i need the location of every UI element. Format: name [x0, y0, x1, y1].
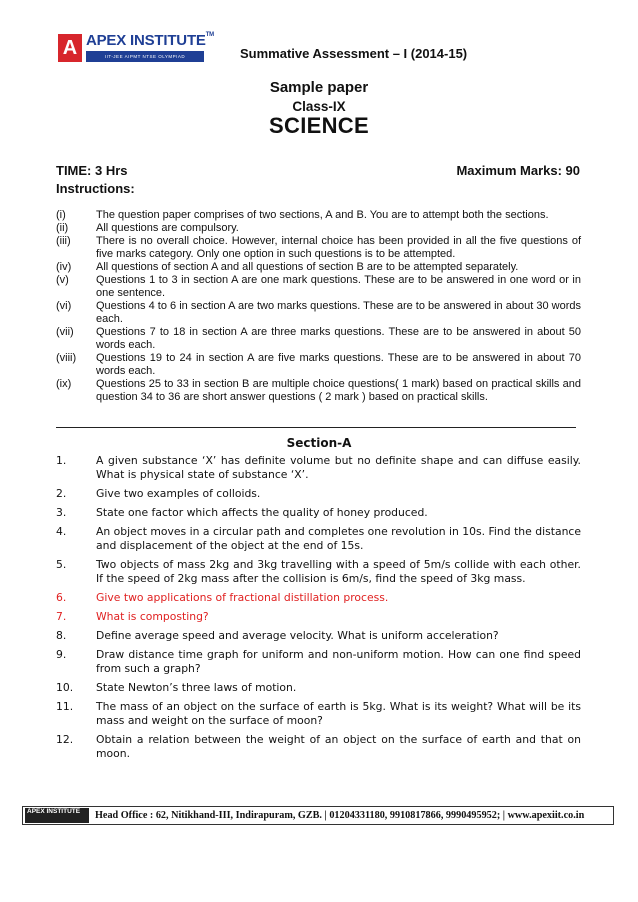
- instruction-item: (viii) Questions 19 to 24 in section A are five marks questions. These are to be answered in about 70 words each.: [56, 352, 581, 377]
- sample-paper-heading: Sample paper: [269, 79, 369, 96]
- footer-contact: Head Office : 62, Nitikhand-III, Indirapuram, GZB. | 01204331180, 9910817866, 9990495952; | www.apexiit.co.in: [95, 810, 585, 821]
- instruction-item: (v) Questions 1 to 3 in section A are one mark questions. These are to be answered in one word or in one sentence.: [56, 274, 581, 299]
- question-item: 9. Draw distance time graph for uniform and non-uniform motion. How can one find speed from such a graph?: [56, 648, 581, 675]
- question-item: 5. Two objects of mass 2kg and 3kg travelling with a speed of 5m/s collide with each other. If the speed of 2kg mass after the collision is 6m/s, find the speed of 3kg mass.: [56, 558, 581, 585]
- question-item: 8. Define average speed and average velocity. What is uniform acceleration?: [56, 629, 499, 642]
- instructions-heading: Instructions:: [56, 181, 135, 196]
- question-item: 11. The mass of an object on the surface of earth is 5kg. What is its weight? What will be its mass and weight on the surface of moon?: [56, 700, 581, 727]
- subject-heading: SCIENCE: [269, 113, 369, 138]
- time-label: TIME: 3 Hrs: [56, 163, 128, 178]
- apex-logo: [58, 32, 214, 64]
- logo-letter: A: [58, 34, 82, 62]
- logo-strip: IIT-JEE AIPMT NTSE OLYMPIAD: [86, 51, 204, 62]
- logo-name: APEX INSTITUTE™: [86, 32, 214, 49]
- question-item: 12. Obtain a relation between the weight of an object on the surface of earth and that on moon.: [56, 733, 581, 760]
- assessment-title: Summative Assessment – I (2014-15): [240, 46, 468, 61]
- question-item: 10. State Newton’s three laws of motion.: [56, 681, 297, 694]
- question-item-highlighted: 6. Give two applications of fractional distillation process.: [56, 591, 389, 604]
- instruction-item: (iv) All questions of section A and all questions of section B are to be attempted separately.: [56, 261, 519, 273]
- instruction-item: (ii) All questions are compulsory.: [56, 222, 239, 234]
- page-footer: [22, 806, 614, 825]
- class-heading: Class-IX: [292, 99, 346, 114]
- instruction-item: (vi) Questions 4 to 6 in section A are two marks questions. These are to be answered in about 30 words each.: [56, 300, 581, 325]
- instruction-item: (vii) Questions 7 to 18 in section A are three marks questions. These are to be answered in about 50 words each.: [56, 326, 581, 351]
- question-item: 1. A given substance ‘X’ has definite volume but no definite shape and can diffuse easily. What is physical state of substance ‘X’.: [56, 454, 581, 481]
- instruction-item: (ix) Questions 25 to 33 in section B are multiple choice questions( 1 mark) based on practical skills and question 34 to 36 are short answer questions ( 2 mark ) based on practical skills.: [56, 378, 581, 403]
- section-divider: [56, 427, 576, 428]
- footer-logo: APEX INSTITUTE: [25, 808, 89, 823]
- question-item: 3. State one factor which affects the quality of honey produced.: [56, 506, 428, 519]
- instructions-list: [56, 209, 581, 404]
- question-item-highlighted: 7. What is composting?: [56, 610, 209, 623]
- max-marks-label: Maximum Marks: 90: [456, 163, 580, 178]
- instruction-item: (iii) There is no overall choice. However, internal choice has been provided in all the five questions of five marks category. Only one option in such questions is to be attempted.: [56, 235, 581, 260]
- question-item: 4. An object moves in a circular path and completes one revolution in 10s. Find the distance and displacement of the object at the end of 15s.: [56, 525, 581, 552]
- section-a-heading: Section-A: [286, 436, 352, 450]
- questions-list: [56, 454, 581, 766]
- instruction-item: (i) The question paper comprises of two sections, A and B. You are to attempt both the sections.: [56, 209, 549, 221]
- question-item: 2. Give two examples of colloids.: [56, 487, 261, 500]
